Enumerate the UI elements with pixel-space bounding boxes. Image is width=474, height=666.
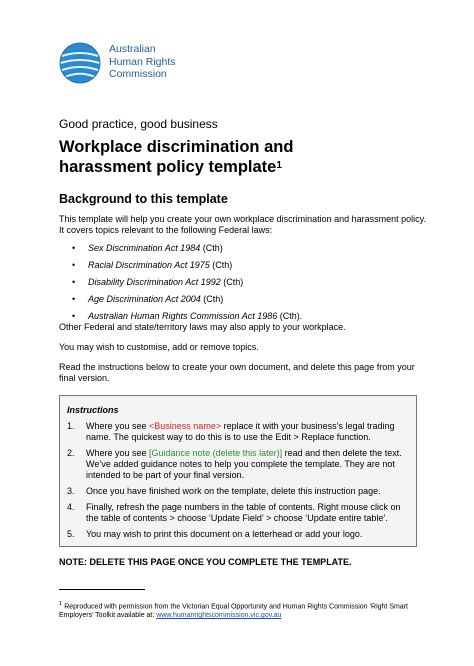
instructions-heading: Instructions — [67, 405, 119, 415]
logo-line-2: Human Rights — [109, 55, 176, 68]
commission-logo — [59, 42, 259, 86]
bullet-icon: • — [72, 311, 76, 321]
footnote: $^1$ Reproduced with permission from the Victorian Equal Opportunity and Human Rights Commission ‘Right Smart Employers’ Toolkit available at: www.humanrightscommission.vic.gov.au — [59, 601, 408, 620]
delete-page-note: NOTE: DELETE THIS PAGE ONCE YOU COMPLETE THE TEMPLATE. — [59, 557, 352, 567]
title-line-2: harassment policy template$^1$ — [59, 158, 282, 176]
guidance-note-placeholder: [Guidance note (delete this later)] — [149, 448, 283, 458]
instruction-item-5: 5. You may wish to print this document on a letterhead or add your logo. — [67, 529, 363, 539]
instructions-list — [67, 421, 411, 545]
background-heading: Background to this template — [59, 192, 228, 206]
globe-logo-icon — [59, 42, 101, 84]
bullet-icon: • — [72, 243, 76, 253]
customise-paragraph: You may wish to customise, add or remove topics. — [59, 342, 259, 352]
bullet-icon: • — [72, 260, 76, 270]
instruction-item-2: 2. Where you see [Guidance note (delete this later)] read and then delete the text. We’ve added guidance notes to help you complete the template. They are not intended to be part of your final version. — [67, 448, 402, 480]
list-item: • Disability Discrimination Act 1992 (Cth) — [72, 277, 244, 287]
list-item: • Age Discrimination Act 2004 (Cth) — [72, 294, 224, 304]
instruction-item-4: 4. Finally, refresh the page numbers in the table of contents. Right mouse click on the table of contents > choose ‘Update Field’ > choose ‘Update entire table’. — [67, 502, 401, 523]
logo-line-1: Australian — [109, 43, 156, 55]
list-item: • Sex Discrimination Act 1984 (Cth) — [72, 243, 223, 253]
bullet-icon: • — [72, 277, 76, 287]
title-footnote-mark: 1 — [276, 160, 282, 171]
page-title — [59, 137, 439, 177]
list-item: • Racial Discrimination Act 1975 (Cth) — [72, 260, 233, 270]
instruction-item-3: 3. Once you have finished work on the template, delete this instruction page. — [67, 486, 381, 496]
read-instructions-paragraph: Read the instructions below to create your own document, and delete this page from your final version. — [59, 362, 415, 383]
commission-website-link[interactable]: www.humanrightscommission.vic.gov.au — [156, 612, 282, 620]
intro-paragraph: This template will help you create your own workplace discrimination and harassment policy. It covers topics relevant to the following Federal laws: — [59, 214, 427, 235]
instruction-item-1: 1. Where you see <Business name> replace it with your business’s legal trading name. The quickest way to do this is to use the Edit > Replace function. — [67, 421, 395, 442]
footnote-separator — [59, 589, 145, 590]
laws-list — [72, 243, 302, 328]
other-laws-paragraph: Other Federal and state/territory laws may also apply to your workplace. — [59, 322, 346, 332]
commission-name — [109, 43, 176, 81]
list-item: • Australian Human Rights Commission Act 1986 (Cth). — [72, 311, 303, 321]
instructions-box — [59, 395, 417, 547]
bullet-icon: • — [72, 294, 76, 304]
business-name-placeholder: <Business name> — [149, 421, 222, 431]
title-line-1: Workplace discrimination and — [59, 138, 294, 156]
kicker-text: Good practice, good business — [59, 117, 218, 131]
logo-line-3: Commission — [109, 68, 167, 80]
